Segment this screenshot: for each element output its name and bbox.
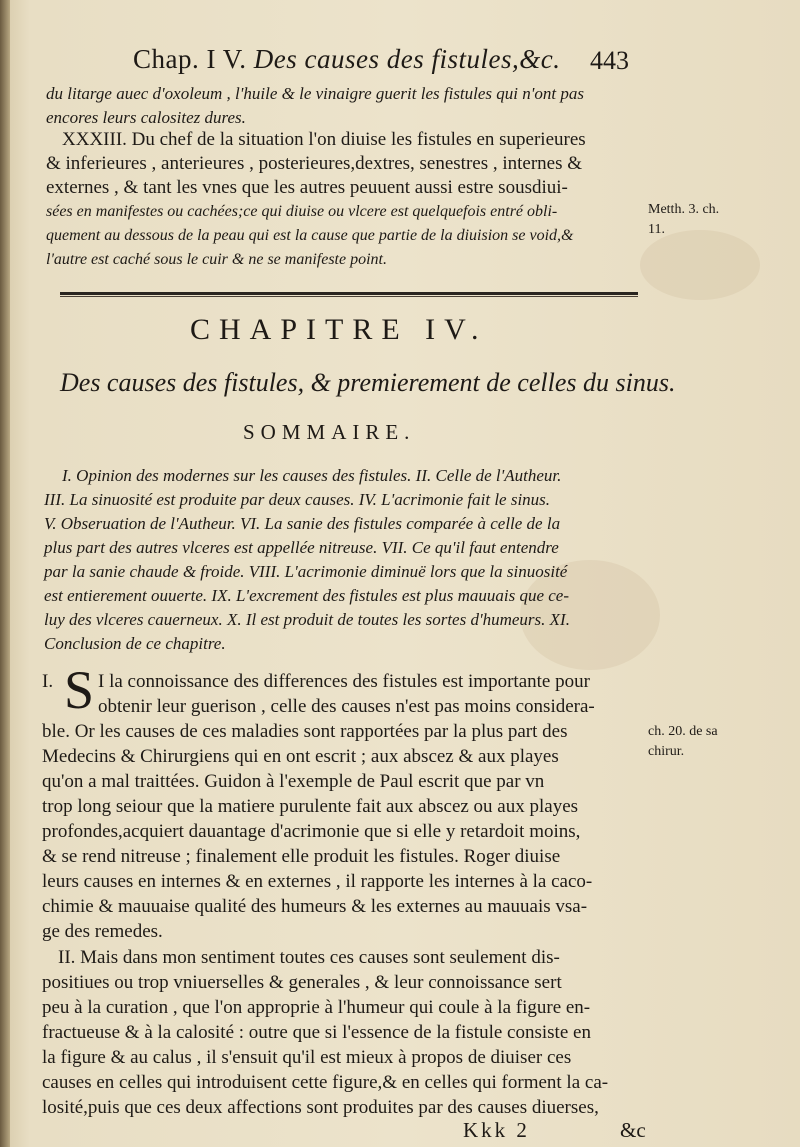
drop-capital: S: [64, 660, 95, 720]
body-line: positiues ou trop vniuerselles & generales , & leur connoissance sert: [42, 972, 562, 993]
body-line: ge des remedes.: [42, 921, 163, 942]
summary-line: par la sanie chaude & froide. VIII. L'acrimonie diminuë lors que la sinuosité: [44, 562, 568, 581]
section-rule-thin: [60, 296, 638, 297]
text-line: XXXIII. Du chef de la situation l'on diuise les fistules en superieures: [62, 129, 586, 150]
running-header: [133, 44, 560, 75]
header-title: Des causes des fistules,&c.: [253, 44, 561, 74]
body-line: fractueuse & à la calosité : outre que si l'essence de la fistule consiste en: [42, 1022, 591, 1043]
text-line: du litarge auec d'oxoleum , l'huile & le vinaigre guerit les fistules qui n'ont pas: [46, 84, 584, 103]
body-line: peu à la curation , que l'on approprie à l'humeur qui coule à la figure en-: [42, 997, 591, 1018]
header-chapter: Chap. I V.: [133, 44, 247, 74]
text-line: externes , & tant les vnes que les autres peuuent aussi estre sousdiui-: [46, 177, 568, 198]
paper-stain: [640, 230, 760, 300]
section-number: I.: [42, 671, 54, 692]
text-line: encores leurs calositez dures.: [46, 108, 246, 127]
summary-line: III. La sinuosité est produite par deux causes. IV. L'acrimonie fait le sinus.: [44, 490, 551, 509]
catchword: &c: [620, 1118, 646, 1142]
margin-note: Metth. 3. ch.: [648, 202, 720, 217]
summary-heading: SOMMAIRE.: [243, 420, 416, 444]
summary-line: est entierement ouuerte. IX. L'excrement des fistules est plus mauuais que ce-: [44, 586, 569, 605]
body-line: II. Mais dans mon sentiment toutes ces causes sont seulement dis-: [58, 947, 560, 968]
body-line: profondes,acquiert dauantage d'acrimonie que si elle y retardoit moins,: [42, 821, 581, 842]
text-line: quement au dessous de la peau qui est la cause que partie de la diuision se void,&: [46, 227, 574, 244]
page-gutter: [0, 0, 10, 1147]
body-line: & se rend nitreuse ; finalement elle produit les fistules. Roger diuise: [42, 846, 561, 867]
body-line: ble. Or les causes de ces maladies sont rapportées par la plus part des: [42, 721, 568, 742]
margin-note: 11.: [648, 222, 665, 237]
chapter-title: CHAPITRE IV.: [190, 313, 488, 346]
margin-note: ch. 20. de sa: [648, 724, 718, 739]
page-number: 443: [590, 46, 629, 75]
summary-line: Conclusion de ce chapitre.: [44, 634, 226, 653]
body-line: leurs causes en internes & en externes , il rapporte les internes à la caco-: [42, 871, 593, 892]
signature-mark: Kkk 2: [463, 1118, 530, 1142]
body-line: causes en celles qui introduisent cette figure,& en celles qui forment la ca-: [42, 1072, 609, 1093]
text-line: & inferieures , anterieures , posterieures,dextres, senestres , internes &: [46, 153, 583, 174]
body-line: trop long seiour que la matiere purulente fait aux abscez ou aux playes: [42, 796, 579, 817]
summary-line: plus part des autres vlceres est appellée nitreuse. VII. Ce qu'il faut entendre: [44, 538, 559, 557]
body-line: la figure & au calus , il s'ensuit qu'il est mieux à propos de diuiser ces: [42, 1047, 572, 1068]
section-rule: [60, 292, 638, 295]
chapter-subtitle: Des causes des fistules, & premierement de celles du sinus.: [60, 368, 676, 397]
text-line: sées en manifestes ou cachées;ce qui diuise ou vlcere est quelquefois entré obli-: [46, 203, 558, 220]
text-line: l'autre est caché sous le cuir & ne se manifeste point.: [46, 251, 387, 268]
body-line: Medecins & Chirurgiens qui en ont escrit ; aux abscez & aux playes: [42, 746, 559, 767]
body-line: qu'on a mal traittées. Guidon à l'exemple de Paul escrit que par vn: [42, 771, 545, 792]
body-line: losité,puis que ces deux affections sont produites par des causes diuerses,: [42, 1097, 599, 1118]
summary-line: V. Obseruation de l'Autheur. VI. La sanie des fistules comparée à celle de la: [44, 514, 561, 533]
body-line: obtenir leur guerison , celle des causes n'est pas moins considera-: [98, 696, 595, 717]
body-line: I la connoissance des differences des fistules est importante pour: [98, 671, 590, 692]
summary-line: luy des vlceres cauerneux. X. Il est produit de toutes les sortes d'humeurs. XI.: [44, 610, 570, 629]
summary-line: I. Opinion des modernes sur les causes des fistules. II. Celle de l'Autheur.: [62, 466, 562, 485]
margin-note: chirur.: [648, 744, 685, 759]
body-line: chimie & mauuaise qualité des humeurs & les externes au mauuais vsa-: [42, 896, 588, 917]
